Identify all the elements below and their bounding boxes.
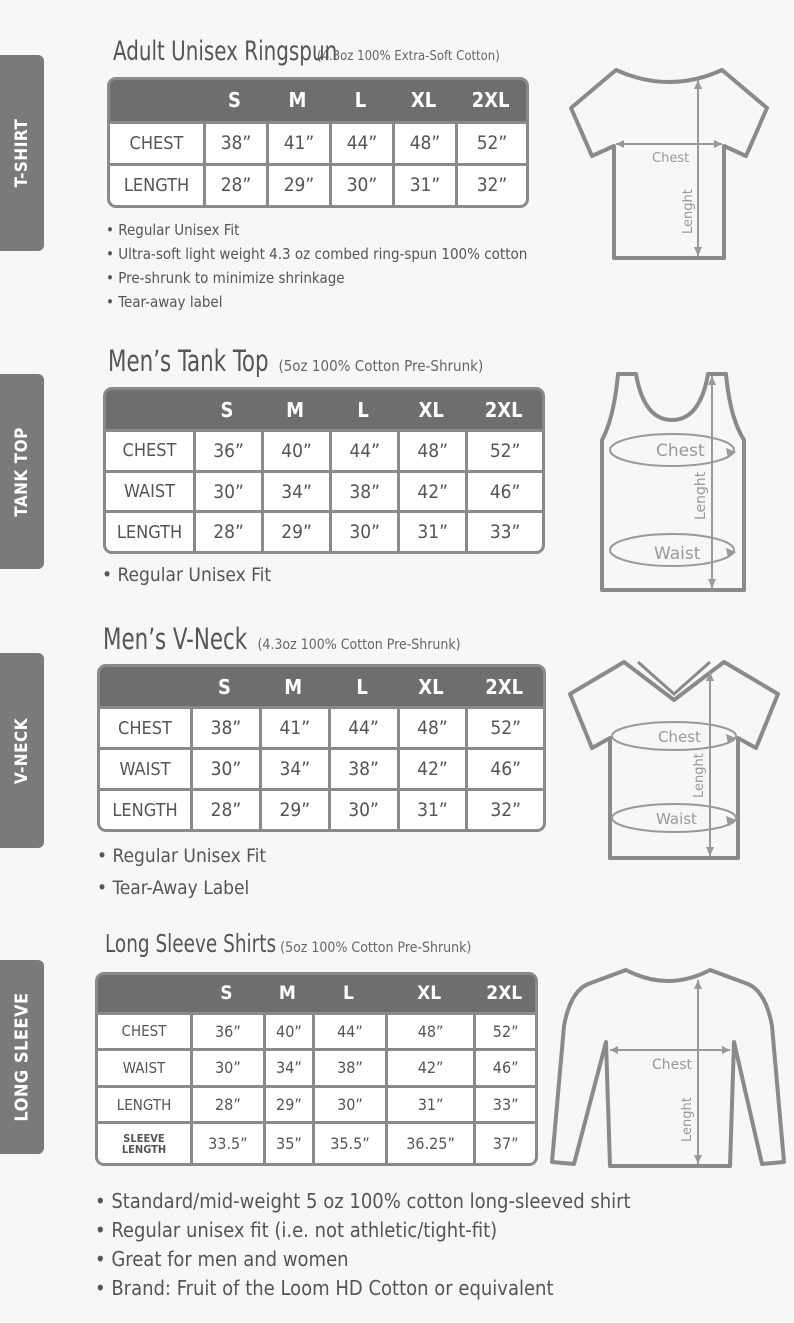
tab-v-neck xyxy=(0,653,44,848)
size-header-2xl: 2XL xyxy=(465,390,542,429)
chest-label: Chest xyxy=(656,441,705,461)
size-header-s: S xyxy=(193,390,261,429)
header-blank-cell xyxy=(100,667,190,706)
size-header-row xyxy=(106,390,542,429)
size-header-xl: XL xyxy=(385,975,473,1012)
chest-label: Chest xyxy=(658,728,701,746)
measurement-value: 36” xyxy=(190,1012,263,1049)
measurement-value: 30” xyxy=(328,788,397,829)
title-main: Men’s V-Neck xyxy=(103,622,248,656)
length-label: Lenght xyxy=(692,753,707,798)
v-neck-diagram xyxy=(566,658,782,864)
feature-list xyxy=(97,840,266,904)
row-label: LENGTH xyxy=(98,1085,190,1122)
waist-label: Waist xyxy=(654,544,701,564)
measurement-value: 34” xyxy=(259,747,328,788)
size-header-xl: XL xyxy=(392,80,455,121)
row-label: WAIST xyxy=(106,470,193,511)
measurement-row-length xyxy=(98,1085,535,1122)
measurement-row-chest xyxy=(98,1012,535,1049)
row-label: SLEEVE LENGTH xyxy=(98,1121,190,1163)
row-label: CHEST xyxy=(110,121,203,163)
measurement-value: 35” xyxy=(263,1121,312,1163)
measurement-value: 30” xyxy=(190,747,259,788)
measurement-row-waist xyxy=(100,747,543,788)
measurement-value: 44” xyxy=(329,429,397,470)
size-table-long-sleeve xyxy=(95,972,538,1166)
measurement-value: 48” xyxy=(385,1012,473,1049)
size-header-xl: XL xyxy=(397,667,466,706)
measurement-value: 34” xyxy=(263,1048,312,1085)
measurement-value: 48” xyxy=(397,706,466,747)
measurement-value: 40” xyxy=(261,429,329,470)
feature-item: • Pre-shrunk to minimize shrinkage xyxy=(106,266,527,290)
header-blank-cell xyxy=(98,975,190,1012)
title-main: Long Sleeve Shirts xyxy=(105,929,277,958)
measurement-value: 41” xyxy=(266,121,329,163)
measurement-value: 28” xyxy=(203,163,266,205)
measurement-value: 48” xyxy=(392,121,455,163)
row-label: CHEST xyxy=(106,429,193,470)
measurement-value: 42” xyxy=(397,747,466,788)
measurement-row-length xyxy=(100,788,543,829)
row-label: LENGTH xyxy=(100,788,190,829)
section-title xyxy=(108,344,483,378)
size-header-m: M xyxy=(259,667,328,706)
length-label: Lenght xyxy=(681,189,696,234)
feature-item: • Regular Unisex Fit xyxy=(106,218,527,242)
size-header-m: M xyxy=(261,390,329,429)
chest-label: Chest xyxy=(652,1057,693,1073)
measurement-value: 29” xyxy=(259,788,328,829)
size-header-l: L xyxy=(329,390,397,429)
measurement-value: 29” xyxy=(263,1085,312,1122)
size-header-row xyxy=(110,80,526,121)
measurement-value: 38” xyxy=(328,747,397,788)
feature-item: • Great for men and women xyxy=(95,1245,631,1274)
measurement-value: 46” xyxy=(465,747,543,788)
measurement-value: 42” xyxy=(385,1048,473,1085)
measurement-value: 38” xyxy=(312,1048,385,1085)
row-label: WAIST xyxy=(100,747,190,788)
measurement-value: 28” xyxy=(190,788,259,829)
size-table-tank-top xyxy=(103,387,545,554)
measurement-value: 38” xyxy=(190,706,259,747)
measurement-value: 37” xyxy=(473,1121,535,1163)
measurement-value: 44” xyxy=(329,121,392,163)
measurement-row-waist xyxy=(98,1048,535,1085)
tab-label: V-NECK xyxy=(12,717,32,784)
feature-item: • Regular unisex fit (i.e. not athletic/tight-fit) xyxy=(95,1216,631,1245)
measurement-value: 52” xyxy=(465,429,542,470)
header-blank-cell xyxy=(110,80,203,121)
measurement-value: 52” xyxy=(455,121,526,163)
title-main: Men’s Tank Top xyxy=(108,344,269,378)
feature-item: • Regular Unisex Fit xyxy=(97,840,266,872)
measurement-value: 30” xyxy=(329,510,397,551)
header-blank-cell xyxy=(106,390,193,429)
tab-t-shirt xyxy=(0,55,44,251)
measurement-value: 42” xyxy=(397,470,465,511)
tab-tank-top xyxy=(0,374,44,569)
measurement-value: 28” xyxy=(193,510,261,551)
feature-list xyxy=(102,561,271,589)
measurement-value: 38” xyxy=(329,470,397,511)
measurement-value: 28” xyxy=(190,1085,263,1122)
measurement-value: 44” xyxy=(328,706,397,747)
row-label: LENGTH xyxy=(110,163,203,205)
measurement-value: 46” xyxy=(465,470,542,511)
measurement-value: 30” xyxy=(312,1085,385,1122)
size-header-row xyxy=(98,975,535,1012)
feature-item: • Tear-away label xyxy=(106,290,527,314)
measurement-row-chest xyxy=(100,706,543,747)
measurement-value: 33” xyxy=(465,510,542,551)
section-title xyxy=(105,929,471,958)
tab-label: LONG SLEEVE xyxy=(11,992,33,1122)
title-sub: (4.3oz 100% Extra-Soft Cotton) xyxy=(317,49,500,64)
measurement-value: 52” xyxy=(473,1012,535,1049)
measurement-value: 41” xyxy=(259,706,328,747)
measurement-value: 30” xyxy=(329,163,392,205)
size-header-2xl: 2XL xyxy=(465,667,543,706)
tab-long-sleeve xyxy=(0,960,44,1154)
measurement-value: 31” xyxy=(397,788,466,829)
length-label: Lenght xyxy=(693,471,709,520)
feature-list xyxy=(106,218,527,314)
size-header-m: M xyxy=(263,975,312,1012)
section-title xyxy=(113,36,500,67)
size-header-row xyxy=(100,667,543,706)
size-header-s: S xyxy=(190,975,263,1012)
size-header-s: S xyxy=(190,667,259,706)
measurement-value: 29” xyxy=(261,510,329,551)
measurement-row-sleeve-length xyxy=(98,1121,535,1163)
measurement-value: 48” xyxy=(397,429,465,470)
chest-label: Chest xyxy=(652,151,690,166)
title-sub: (4.3oz 100% Cotton Pre-Shrunk) xyxy=(257,637,461,653)
measurement-value: 52” xyxy=(465,706,543,747)
t-shirt-diagram xyxy=(566,62,772,264)
measurement-value: 40” xyxy=(263,1012,312,1049)
size-header-l: L xyxy=(312,975,385,1012)
section-title xyxy=(103,622,461,656)
size-header-l: L xyxy=(328,667,397,706)
tank-top-diagram xyxy=(600,370,748,596)
measurement-value: 31” xyxy=(392,163,455,205)
feature-item: • Ultra-soft light weight 4.3 oz combed ring-spun 100% cotton xyxy=(106,242,527,266)
measurement-row-chest xyxy=(106,429,542,470)
title-main: Adult Unisex Ringspun xyxy=(113,36,338,67)
row-label: WAIST xyxy=(98,1048,190,1085)
feature-list xyxy=(95,1187,631,1303)
measurement-value: 33.5” xyxy=(190,1121,263,1163)
feature-item: • Tear-Away Label xyxy=(97,872,266,904)
feature-item: • Brand: Fruit of the Loom HD Cotton or equivalent xyxy=(95,1274,631,1303)
size-header-2xl: 2XL xyxy=(455,80,526,121)
row-label: LENGTH xyxy=(106,510,193,551)
tab-label: T-SHIRT xyxy=(12,118,32,188)
measurement-value: 36” xyxy=(193,429,261,470)
measurement-row-length xyxy=(110,163,526,205)
measurement-value: 35.5” xyxy=(312,1121,385,1163)
size-header-m: M xyxy=(266,80,329,121)
measurement-value: 32” xyxy=(465,788,543,829)
size-header-2xl: 2XL xyxy=(473,975,535,1012)
measurement-value: 38” xyxy=(203,121,266,163)
measurement-value: 36.25” xyxy=(385,1121,473,1163)
row-label: CHEST xyxy=(100,706,190,747)
waist-label: Waist xyxy=(656,810,697,828)
long-sleeve-diagram xyxy=(548,966,788,1172)
size-header-s: S xyxy=(203,80,266,121)
measurement-row-chest xyxy=(110,121,526,163)
measurement-row-waist xyxy=(106,470,542,511)
measurement-value: 31” xyxy=(397,510,465,551)
size-table-t-shirt xyxy=(107,77,529,208)
measurement-value: 31” xyxy=(385,1085,473,1122)
measurement-row-length xyxy=(106,510,542,551)
measurement-value: 44” xyxy=(312,1012,385,1049)
title-sub: (5oz 100% Cotton Pre-Shrunk) xyxy=(278,357,484,375)
measurement-value: 32” xyxy=(455,163,526,205)
feature-item: • Standard/mid-weight 5 oz 100% cotton long-sleeved shirt xyxy=(95,1187,631,1216)
measurement-value: 30” xyxy=(190,1048,263,1085)
measurement-value: 29” xyxy=(266,163,329,205)
measurement-value: 46” xyxy=(473,1048,535,1085)
title-sub: (5oz 100% Cotton Pre-Shrunk) xyxy=(280,940,472,956)
feature-item: • Regular Unisex Fit xyxy=(102,561,271,589)
size-table-v-neck xyxy=(97,664,546,832)
tab-label: TANK TOP xyxy=(12,426,32,517)
length-label: Lenght xyxy=(680,1097,695,1142)
measurement-value: 30” xyxy=(193,470,261,511)
measurement-value: 34” xyxy=(261,470,329,511)
size-header-xl: XL xyxy=(397,390,465,429)
row-label: CHEST xyxy=(98,1012,190,1049)
measurement-value: 33” xyxy=(473,1085,535,1122)
size-header-l: L xyxy=(329,80,392,121)
